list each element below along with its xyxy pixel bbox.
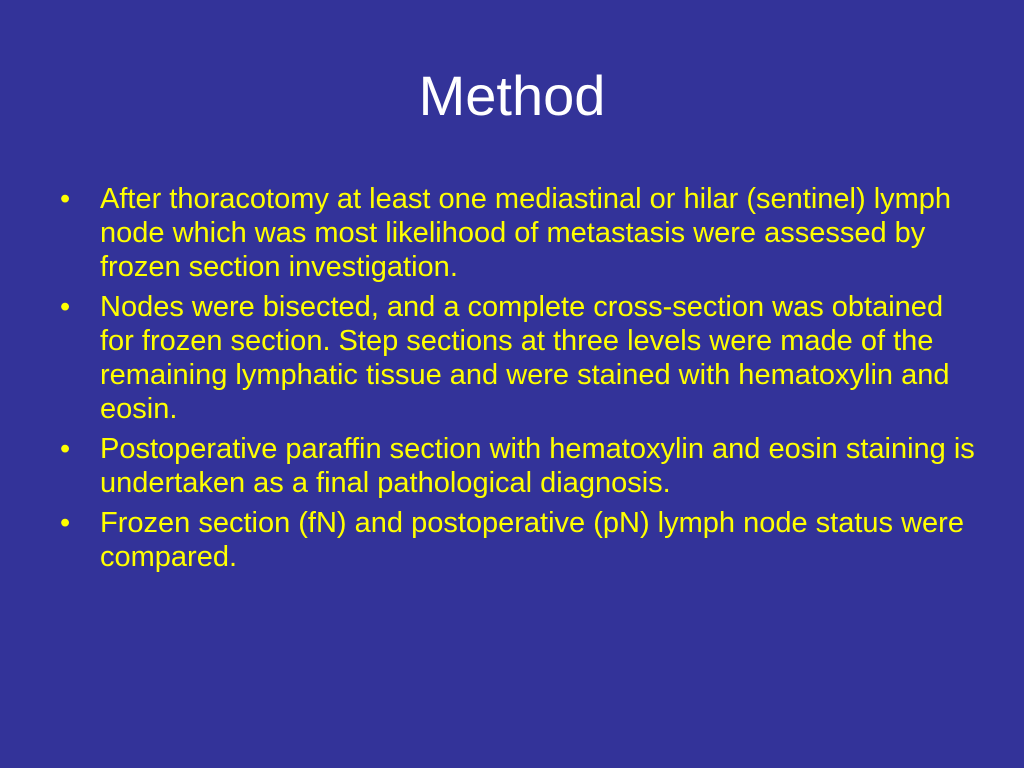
bullet-list bbox=[56, 182, 976, 580]
bullet-icon: • bbox=[60, 291, 71, 323]
bullet-item bbox=[56, 182, 976, 284]
bullet-item bbox=[56, 506, 976, 574]
bullet-text: Postoperative paraffin section with hematoxylin and eosin staining is undertaken as a final pathological diagnosis. bbox=[100, 433, 975, 499]
bullet-text: After thoracotomy at least one mediastinal or hilar (sentinel) lymph node which was most likelihood of metastasis were assessed by frozen section investigation. bbox=[100, 183, 952, 283]
bullet-icon: • bbox=[60, 183, 71, 215]
slide-title: Method bbox=[418, 64, 606, 127]
bullet-icon: • bbox=[60, 507, 71, 539]
bullet-item bbox=[56, 432, 976, 500]
bullet-text: Nodes were bisected, and a complete cross-section was obtained for frozen section. Step sections at three levels were made of the remaining lymphatic tissue and were stained with hematoxylin and eosin. bbox=[100, 291, 950, 425]
bullet-item bbox=[56, 290, 976, 426]
bullet-text: Frozen section (fN) and postoperative (pN) lymph node status were compared. bbox=[100, 507, 964, 573]
bullet-icon: • bbox=[60, 433, 71, 465]
